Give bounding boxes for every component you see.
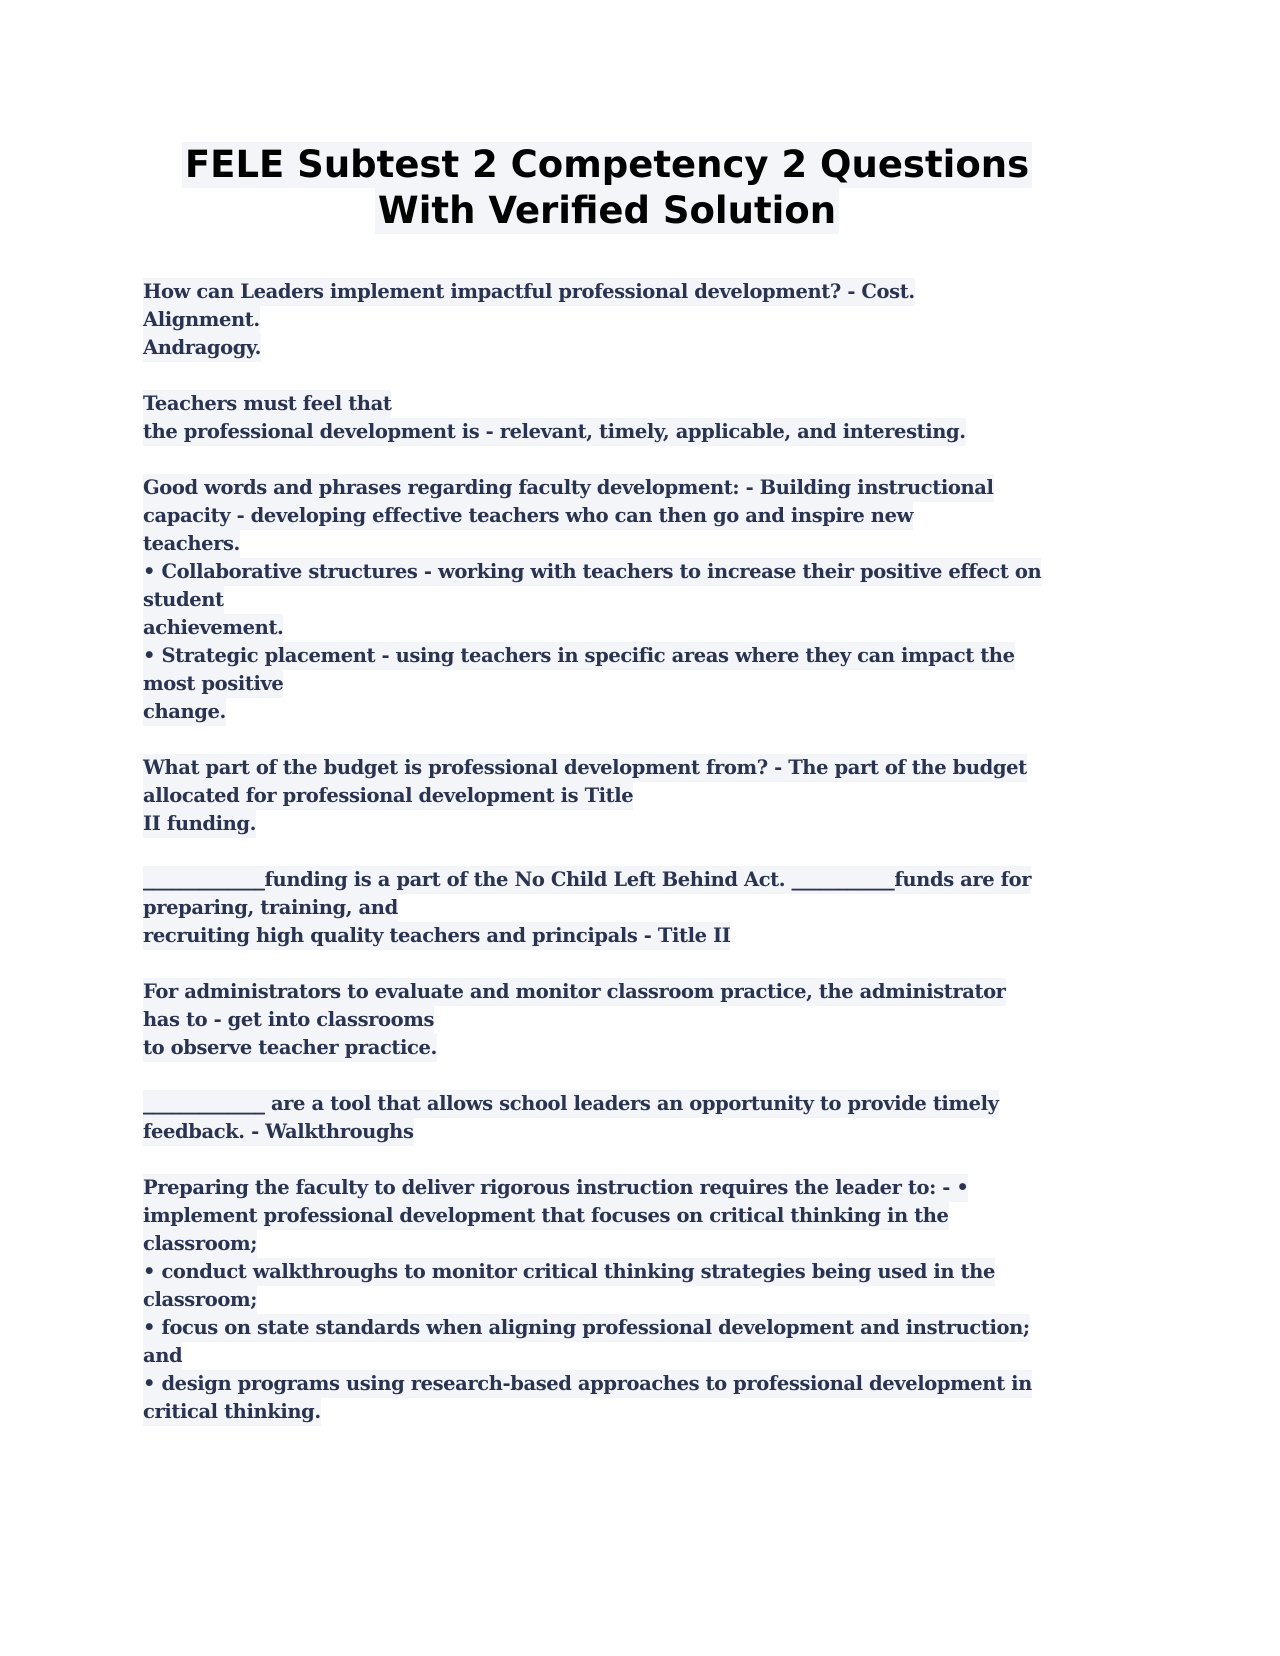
text-line: • Collaborative structures - working with teachers to increase their positive effect on	[143, 558, 1041, 586]
title-line-1: FELE Subtest 2 Competency 2 Questions	[182, 142, 1032, 188]
text-line: the professional development is - relevant, timely, applicable, and interesting.	[143, 418, 966, 446]
text-line: and	[143, 1342, 182, 1370]
text-line: has to - get into classrooms	[143, 1006, 434, 1034]
text-line: • conduct walkthroughs to monitor critical thinking strategies being used in the	[143, 1258, 995, 1286]
text-line: achievement.	[143, 614, 283, 642]
text-line: feedback. - Walkthroughs	[143, 1118, 414, 1146]
document-body	[143, 278, 1041, 1454]
text-line: How can Leaders implement impactful professional development? - Cost.	[143, 278, 915, 306]
text-line: most positive	[143, 670, 283, 698]
qa-paragraph	[143, 390, 1041, 446]
text-line: student	[143, 586, 224, 614]
text-line: II funding.	[143, 810, 256, 838]
text-line: _____________ are a tool that allows school leaders an opportunity to provide timely	[143, 1090, 999, 1118]
qa-paragraph	[143, 754, 1041, 838]
text-line: Teachers must feel that	[143, 390, 391, 418]
qa-paragraph	[143, 474, 1041, 726]
text-line: implement professional development that focuses on critical thinking in the	[143, 1202, 949, 1230]
text-line: to observe teacher practice.	[143, 1034, 437, 1062]
text-line: What part of the budget is professional development from? - The part of the budget	[143, 754, 1027, 782]
title-line-2: With Verified Solution	[375, 188, 839, 234]
qa-paragraph	[143, 978, 1041, 1062]
text-line: capacity - developing effective teachers who can then go and inspire new	[143, 502, 913, 530]
text-line: _____________funding is a part of the No Child Left Behind Act. ___________funds are for	[143, 866, 1031, 894]
document-title	[0, 142, 1214, 234]
text-line: Good words and phrases regarding faculty development: - Building instructional	[143, 474, 994, 502]
qa-paragraph	[143, 1174, 1041, 1426]
text-line: change.	[143, 698, 226, 726]
text-line: classroom;	[143, 1230, 257, 1258]
text-line: allocated for professional development is Title	[143, 782, 633, 810]
qa-paragraph	[143, 278, 1041, 362]
text-line: teachers.	[143, 530, 240, 558]
qa-paragraph	[143, 1090, 1041, 1146]
text-line: • focus on state standards when aligning professional development and instruction;	[143, 1314, 1030, 1342]
text-line: recruiting high quality teachers and principals - Title II	[143, 922, 730, 950]
text-line: Andragogy.	[143, 334, 261, 362]
text-line: preparing, training, and	[143, 894, 398, 922]
text-line: Alignment.	[143, 306, 260, 334]
text-line: • design programs using research-based approaches to professional development in	[143, 1370, 1032, 1398]
qa-paragraph	[143, 866, 1041, 950]
text-line: critical thinking.	[143, 1398, 321, 1426]
text-line: For administrators to evaluate and monitor classroom practice, the administrator	[143, 978, 1006, 1006]
text-line: classroom;	[143, 1286, 257, 1314]
text-line: Preparing the faculty to deliver rigorous instruction requires the leader to: - •	[143, 1174, 968, 1202]
text-line: • Strategic placement - using teachers in specific areas where they can impact the	[143, 642, 1015, 670]
